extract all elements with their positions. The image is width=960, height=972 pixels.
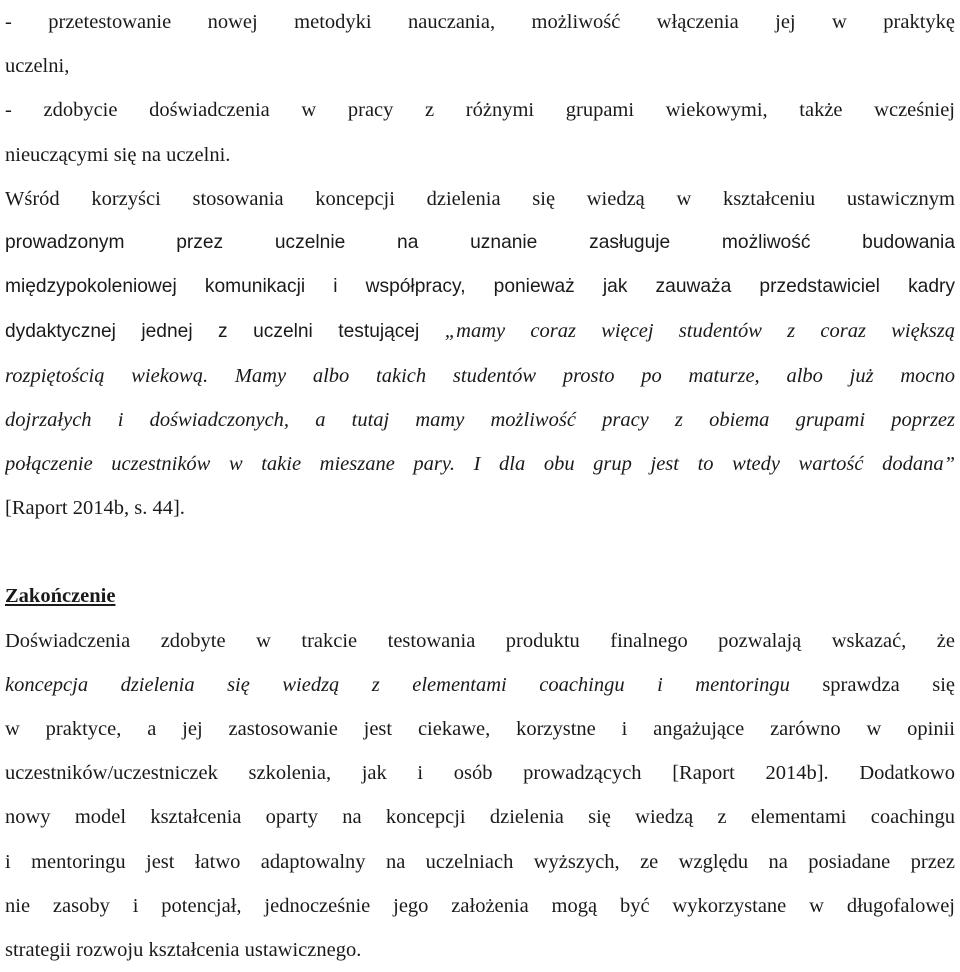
paragraph-2-line-8: strategii rozwoju kształcenia ustawicznego. bbox=[5, 938, 362, 961]
paragraph-1-line-4-text: dydaktycznej jednej z uczelni testującej bbox=[5, 321, 445, 343]
document-page bbox=[5, 0, 955, 972]
paragraph-conclusion bbox=[5, 619, 955, 972]
paragraph-1-line-5: rozpiętością wiekową. Mamy albo takich studentów prosto po maturze, albo już mocno bbox=[5, 364, 955, 387]
paragraph-benefits bbox=[5, 177, 955, 531]
paragraph-2-line-7: nie zasoby i potencjał, jednocześnie jego założenia mogą być wykorzystane w długofalowej bbox=[5, 894, 955, 917]
paragraph-1-line-3: międzypokoleniowej komunikacji i współpracy, ponieważ jak zauważa przedstawiciel kadry bbox=[5, 276, 955, 298]
paragraph-2-line-6: i mentoringu jest łatwo adaptowalny na uczelniach wyższych, ze względu na posiadane przez bbox=[5, 850, 955, 873]
section-spacer bbox=[5, 530, 955, 574]
paragraph-2-line-2-text: sprawdza się bbox=[789, 673, 955, 696]
paragraph-1-line-7: połączenie uczestników w takie mieszane pary. I dla obu grup jest to wtedy wartość dodana” bbox=[5, 452, 955, 475]
paragraph-2-line-3: w praktyce, a jej zastosowanie jest ciekawe, korzystne i angażujące zarówno w opinii bbox=[5, 718, 955, 741]
paragraph-1-line-1: Wśród korzyści stosowania koncepcji dzielenia się wiedzą w kształceniu ustawicznym bbox=[5, 187, 955, 210]
bullet-1-line-1: - przetestowanie nowej metodyki nauczania, możliwość włączenia jej w praktykę bbox=[5, 11, 955, 33]
section-heading: Zakończenie bbox=[5, 585, 116, 608]
paragraph-1-line-2: prowadzonym przez uczelnie na uznanie zasługuje możliwość budowania bbox=[5, 231, 955, 253]
bullet-2-line-1: - zdobycie doświadczenia w pracy z różnymi grupami wiekowymi, także wcześniej bbox=[5, 99, 955, 122]
citation: [Raport 2014b, s. 44]. bbox=[5, 497, 185, 520]
paragraph-2-line-5: nowy model kształcenia oparty na koncepcji dzielenia się wiedzą z elementami coachingu bbox=[5, 806, 955, 829]
paragraph-1-line-6: dojrzałych i doświadczonych, a tutaj mamy możliwość pracy z obiema grupami poprzez bbox=[5, 408, 955, 431]
paragraph-2-line-1: Doświadczenia zdobyte w trakcie testowania produktu finalnego pozwalają wskazać, że bbox=[5, 629, 955, 652]
concept-name: koncepcja dzielenia się wiedzą z elementami coachingu i mentoringu bbox=[5, 673, 790, 696]
bullet-list bbox=[5, 0, 955, 177]
paragraph-2-line-4: uczestników/uczestniczek szkolenia, jak i osób prowadzących [Raport 2014b]. Dodatkowo bbox=[5, 762, 955, 785]
bullet-1-line-2: uczelni, bbox=[5, 55, 70, 78]
quote-start: „mamy coraz więcej studentów z coraz większą bbox=[444, 320, 955, 343]
paragraph-2-line-2 bbox=[5, 663, 955, 707]
bullet-2-line-2: nieuczącymi się na uczelni. bbox=[5, 143, 231, 166]
paragraph-1-line-4 bbox=[5, 309, 955, 353]
